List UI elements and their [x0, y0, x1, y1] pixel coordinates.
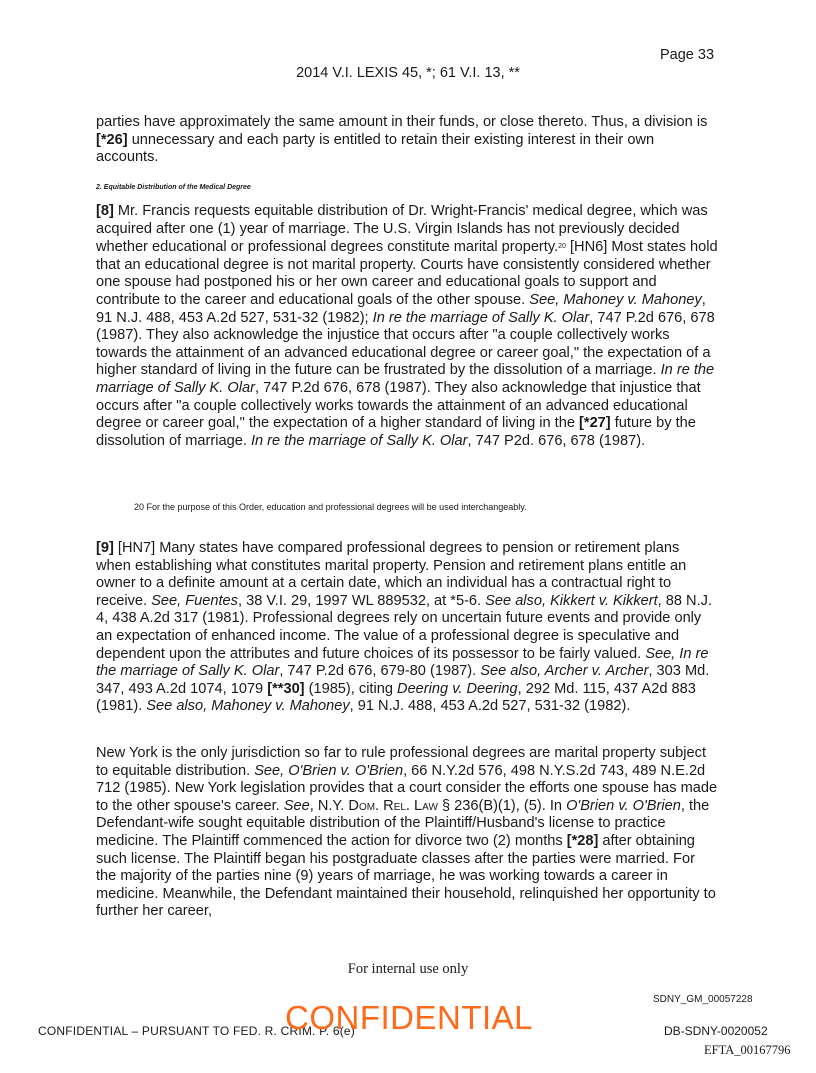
section-heading: 2. Equitable Distribution of the Medical Degree	[96, 184, 251, 191]
internal-use-notice: For internal use only	[347, 961, 469, 977]
paragraph-marker-9: [9]	[96, 540, 114, 556]
bates-number-efta: EFTA_00167796	[704, 1043, 791, 1057]
citation: In re the marriage of Sally K. Olar	[96, 362, 715, 396]
confidential-stamp: CONFIDENTIAL	[285, 999, 534, 1036]
citation: In re the marriage of Sally K. Olar	[372, 309, 590, 326]
citation: Deering v. Deering	[397, 680, 518, 697]
citation: In re the marriage of Sally K. Olar	[250, 432, 468, 449]
pin-cite-27: [*27]	[579, 415, 611, 432]
bates-number-sdny-gm: SDNY_GM_00057228	[653, 994, 753, 1005]
statute-name: Dom. Rel. Law	[348, 797, 438, 814]
confidential-notice: CONFIDENTIAL – PURSUANT TO FED. R. CRIM. P. 6(e)	[38, 1024, 355, 1038]
footnote-20: 20 For the purpose of this Order, education and professional degrees will be used interchangeably.	[134, 502, 527, 512]
page-number: Page 33	[660, 47, 715, 63]
pin-cite-28: [*28]	[566, 832, 599, 849]
paragraph-9: [9] [HN7] Many states have compared professional degrees to pension or retirement plans when establishing what constitutes marital property. Pension and retirement plans entitle an owner to a definite amount at a certain date, which an individual has a contractual right to receive. See, Fuentes, 38 V.I. 29, 1997 WL 889532, at *5-6. See also, Kikkert v. Kikkert, 88 N.J. 4, 438 A.2d 317 (1981). Professional degrees rely on uncertain future events and provide only an expectation of enhanced income. The value of a professional degree is speculative and dependent upon the attributes and future choices of its possessor to be fairly valued. See, In re the marriage of Sally K. Olar, 747 P.2d 676, 679-80 (1987). See also, Archer v. Archer, 303 Md. 347, 493 A.2d 1074, 1079 [**30] (1985), citing Deering v. Deering, 292 Md. 115, 437 A2d 883 (1981). See also, Mahoney v. Mahoney, 91 N.J. 488, 453 A.2d 527, 531-32 (1982).	[96, 540, 712, 715]
citation: See also, Mahoney v. Mahoney	[146, 698, 350, 715]
footnote-ref-20: 20	[558, 243, 566, 251]
paragraph-marker-8: [8]	[96, 203, 114, 219]
paragraph-new-york: New York is the only jurisdiction so far to rule professional degrees are marital property subject to equitable distribution. See, O'Brien v. O'Brien, 66 N.Y.2d 576, 498 N.Y.S.2d 743, 489 N.E.2d 712 (1985). New York legislation provides that a court consider the efforts one spouse has made to the other spouse's career. See, N.Y. Dom. Rel. Law § 236(B)(1), (5). In O'Brien v. O'Brien, the Defendant-wife sought equitable distribution of the Plaintiff/Husband's license to practice medicine. The Plaintiff commenced the action for divorce two (2) months [*28] after obtaining such license. The Plaintiff began his postgraduate classes after the parties were married. For the majority of the parties nine (9) years of marriage, he was working towards a career in medicine. Meanwhile, the Defendant maintained their household, relinquished her opportunity to further her career,	[96, 745, 718, 920]
citation: See, In re the marriage of Sally K. Olar	[96, 645, 709, 680]
bates-number-db-sdny: DB-SDNY-0020052	[664, 1024, 768, 1038]
pin-cite-30: [**30]	[267, 680, 305, 697]
pin-cite-26: [*26]	[96, 131, 128, 148]
citation: See, O'Brien v. O'Brien	[254, 762, 404, 779]
citation: See, Fuentes	[151, 592, 238, 609]
citation: See also, Archer v. Archer	[480, 663, 649, 680]
citation: See	[283, 797, 310, 814]
citation: See also, Kikkert v. Kikkert	[485, 592, 658, 609]
citation: See, Mahoney v. Mahoney	[529, 291, 702, 308]
citation: O'Brien v. O'Brien	[566, 797, 681, 814]
running-header: 2014 V.I. LEXIS 45, *; 61 V.I. 13, **	[296, 65, 520, 81]
paragraph-division-funds: parties have approximately the same amount in their funds, or close thereto. Thus, a division is [*26] unnecessary and each party is entitled to retain their existing interest in their own accounts.	[96, 114, 708, 166]
paragraph-8: [8] Mr. Francis requests equitable distribution of Dr. Wright-Francis' medical degree, which was acquired after one (1) year of marriage. The U.S. Virgin Islands has not previously decided whether educational or professional degrees constitute marital property.$^{20}$ [HN6] Most states hold that an educational degree is not marital property. Courts have consistently considered whether one spouse had postponed his or her own career and educational goals to support and contribute to the career and educational goals of the other spouse. See, Mahoney v. Mahoney, 91 N.J. 488, 453 A.2d 527, 531-32 (1982); In re the marriage of Sally K. Olar, 747 P.2d 676, 678 (1987). They also acknowledge the injustice that occurs after "a couple collectively works towards the attainment of an advanced educational degree or career goal," the expectation of a higher standard of living in the future can be frustrated by the dissolution of a marriage. In re the marriage of Sally K. Olar, 747 P.2d 676, 678 (1987). They also acknowledge that injustice that occurs after "a couple collectively works towards the attainment of an advanced educational degree or career goal," the expectation of a higher standard of living in the [*27] future by the dissolution of marriage. In re the marriage of Sally K. Olar, 747 P2d. 676, 678 (1987).	[96, 203, 718, 449]
